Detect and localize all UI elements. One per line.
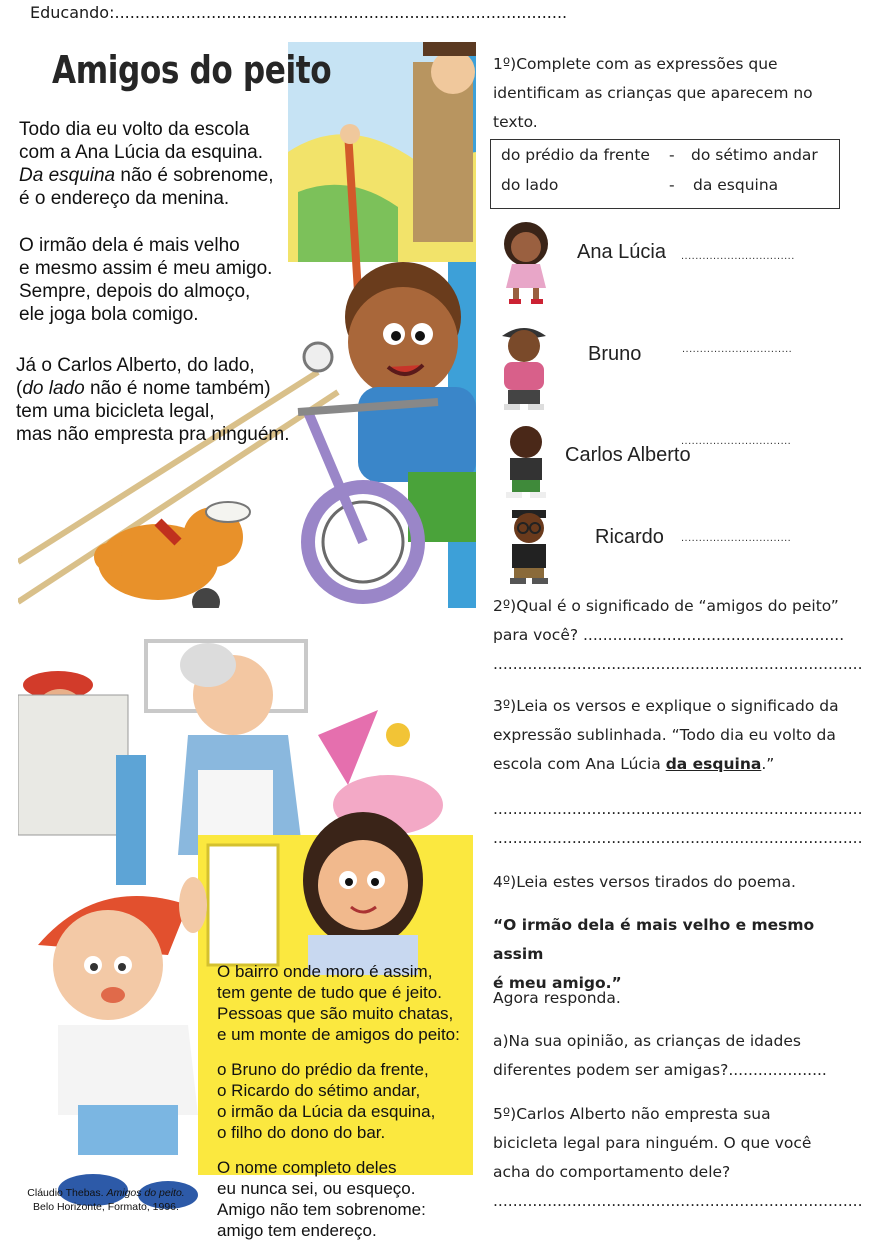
poem-credit <box>6 1186 206 1214</box>
poem-line: Da esquina não é sobrenome, <box>19 165 274 186</box>
credit-book: Amigos do peito. <box>106 1187 185 1199</box>
q3-line: expressão sublinhada. “Todo dia eu volto da <box>493 726 836 744</box>
q1-line: identificam as crianças que aparecem no <box>493 84 813 102</box>
q1-line: texto. <box>493 113 538 131</box>
educando-field[interactable]: Educando:......................................................................................... <box>30 3 568 22</box>
q3-line <box>493 750 863 779</box>
child-name-carlos-alberto: Carlos Alberto <box>565 444 691 466</box>
expressions-box <box>490 139 840 209</box>
question-3 <box>493 692 863 779</box>
answer-line-carlos-alberto[interactable]: ............................... <box>681 435 792 447</box>
q3-text: escola com Ana Lúcia <box>493 755 666 773</box>
poem-line: ele joga bola comigo. <box>19 304 199 325</box>
option-separator: - <box>669 146 675 164</box>
poem-line: com a Ana Lúcia da esquina. <box>19 142 264 163</box>
poem-line: eu nunca sei, ou esqueço. <box>217 1179 416 1198</box>
q3-line: 3º)Leia os versos e explique o significado da <box>493 697 839 715</box>
poem-line: o Bruno do prédio da frente, <box>217 1060 429 1079</box>
child-name-ricardo: Ricardo <box>595 526 664 548</box>
poem-stanza-3 <box>16 354 290 446</box>
option-predio: do prédio da frente <box>501 146 650 164</box>
q3-answer-line[interactable]: ........................................................................... <box>493 829 863 847</box>
poem-line: Todo dia eu volto da escola <box>19 119 250 140</box>
poem-stanza-1 <box>19 118 274 210</box>
poem-line: tem gente de tudo que é jeito. <box>217 983 442 1002</box>
poem-stanza-2 <box>19 234 272 326</box>
option-esquina: da esquina <box>693 176 779 194</box>
question-2 <box>493 592 863 679</box>
poem-stanza-4 <box>217 961 460 1255</box>
poem-line: tem uma bicicleta legal, <box>16 401 215 422</box>
answer-line-ana-lucia[interactable]: ................................ <box>681 250 795 262</box>
credit-publisher: Belo Horizonte, Formato, 1996. <box>33 1201 179 1213</box>
poem-line: (do lado não é nome também) <box>16 378 271 399</box>
poem-line: o irmão da Lúcia da esquina, <box>217 1102 436 1121</box>
poem-line: Sempre, depois do almoço, <box>19 281 251 302</box>
poem-line: Pessoas que são muito chatas, <box>217 1004 454 1023</box>
q3-text: .” <box>761 755 775 773</box>
q1-line: 1º)Complete com as expressões que <box>493 55 778 73</box>
poem-block <box>217 961 460 1045</box>
q4-item-a <box>493 1027 865 1085</box>
q2-answer-line[interactable]: ........................................................................... <box>493 655 863 673</box>
q5-line: bicicleta legal para ninguém. O que você <box>493 1134 812 1152</box>
poem-block <box>217 1157 460 1241</box>
poem-block <box>217 1059 460 1143</box>
question-1 <box>493 50 853 137</box>
poem-line: e mesmo assim é meu amigo. <box>19 258 273 279</box>
q4a-line: a)Na sua opinião, as crianças de idades <box>493 1032 801 1050</box>
option-separator: - <box>669 176 675 194</box>
q2-line: 2º)Qual é o significado de “amigos do peito” <box>493 597 839 615</box>
option-lado: do lado <box>501 176 559 194</box>
ana-lucia-figure <box>496 222 556 306</box>
poem-line: O irmão dela é mais velho <box>19 235 240 256</box>
q3-answer-line[interactable]: ........................................................................... <box>493 800 863 818</box>
q4-agora: Agora responda. <box>493 989 621 1007</box>
poem-line: Amigo não tem sobrenome: <box>217 1200 426 1219</box>
quote-line: é meu amigo.” <box>493 974 622 992</box>
q5-line: acha do comportamento dele? <box>493 1163 731 1181</box>
q4-intro: 4º)Leia estes versos tirados do poema. <box>493 873 796 891</box>
child-name-bruno: Bruno <box>588 343 642 365</box>
poem-line: Já o Carlos Alberto, do lado, <box>16 355 255 376</box>
answer-line-ricardo[interactable]: ............................... <box>681 532 792 544</box>
poem-line: é o endereço da menina. <box>19 188 230 209</box>
answer-line-bruno[interactable]: ............................... <box>682 343 793 355</box>
q4a-line-answer[interactable]: diferentes podem ser amigas?.................... <box>493 1061 827 1079</box>
poem-line: o filho do dono do bar. <box>217 1123 386 1142</box>
quote-line: “O irmão dela é mais velho e mesmo assim <box>493 916 815 963</box>
poem-line: O bairro onde moro é assim, <box>217 962 433 981</box>
q5-line: 5º)Carlos Alberto não empresta sua <box>493 1105 771 1123</box>
question-5 <box>493 1100 865 1216</box>
bruno-figure <box>494 322 554 412</box>
poem-line: amigo tem endereço. <box>217 1221 377 1240</box>
underlined-expression: da esquina <box>665 755 762 773</box>
poem-line: mas não empresta pra ninguém. <box>16 424 290 445</box>
poem-line: o Ricardo do sétimo andar, <box>217 1081 421 1100</box>
poem-line: e um monte de amigos do peito: <box>217 1025 460 1044</box>
poem-line: O nome completo deles <box>217 1158 397 1177</box>
child-name-ana-lucia: Ana Lúcia <box>577 241 666 263</box>
credit-author: Cláudio Thebas. <box>27 1187 104 1199</box>
option-setimo: do sétimo andar <box>691 146 818 164</box>
ricardo-figure <box>500 506 558 586</box>
q5-answer-line[interactable]: ........................................................................... <box>493 1192 863 1210</box>
carlos-alberto-figure <box>498 424 554 500</box>
q2-answer-line[interactable]: para você? ..................................................... <box>493 626 845 644</box>
poem-title: Amigos do peito <box>52 48 332 92</box>
